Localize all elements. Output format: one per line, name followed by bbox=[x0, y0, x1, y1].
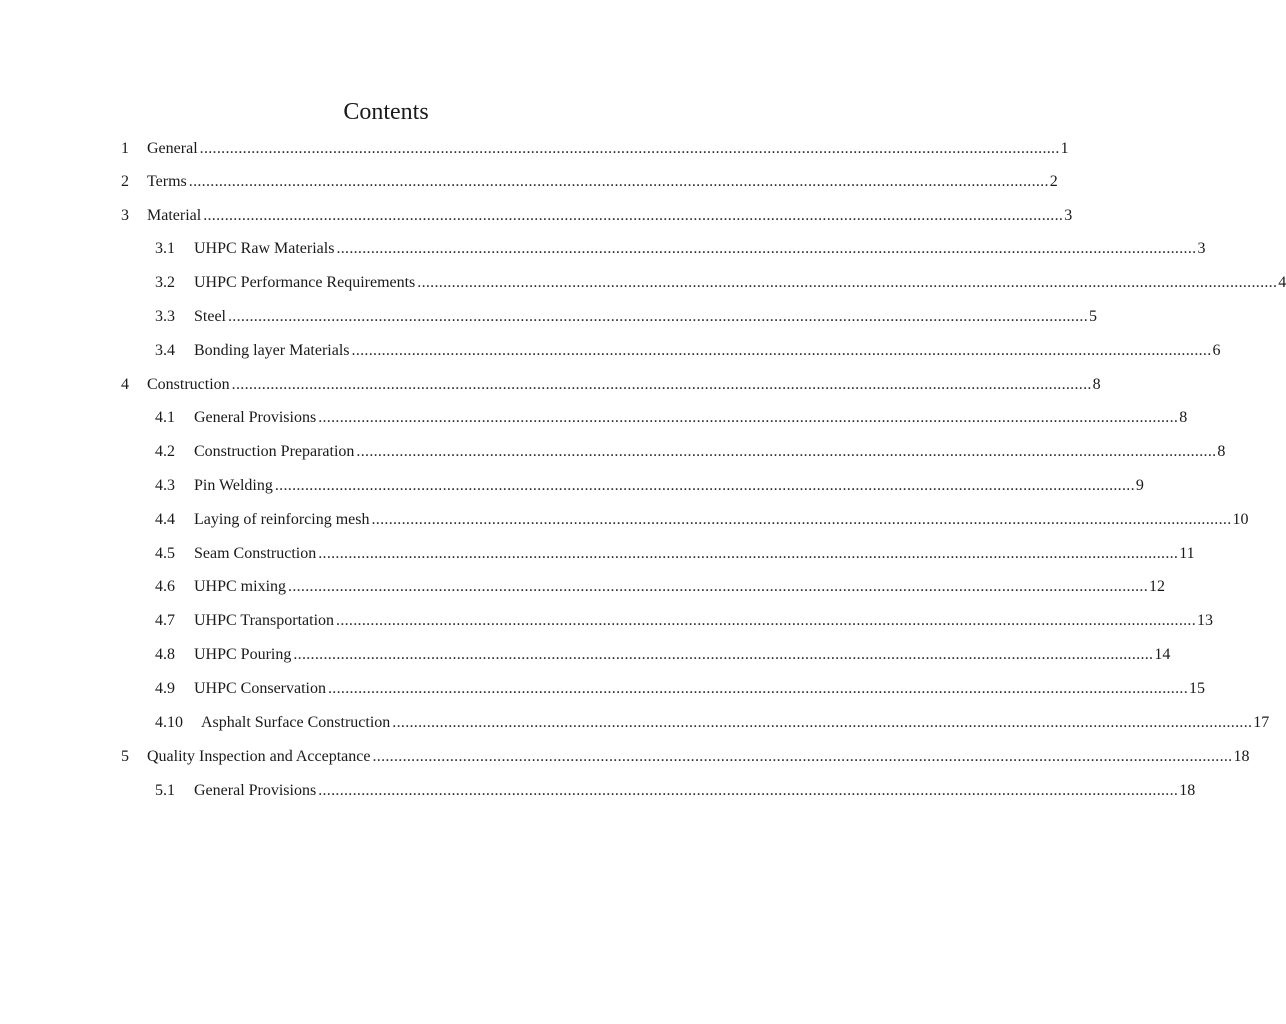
dot-leader: ........................................................................................................................................................................................................ bbox=[199, 140, 1060, 157]
toc-entry-number: 4 bbox=[121, 376, 129, 393]
toc-entry-page: 10 bbox=[1232, 511, 1249, 528]
toc-entry-page: 8 bbox=[1092, 376, 1101, 393]
dot-leader: ........................................................................................................................................................................................................ bbox=[336, 612, 1197, 629]
toc-entry-page: 3 bbox=[1064, 207, 1073, 224]
dot-leader: ........................................................................................................................................................................................................ bbox=[318, 409, 1179, 426]
toc-entry[interactable] bbox=[0, 509, 1249, 531]
toc-entry-number: 4.2 bbox=[155, 443, 175, 460]
toc-entry-number: 3.1 bbox=[155, 240, 175, 257]
toc-entry-number: 4.9 bbox=[155, 680, 175, 697]
dot-leader: ........................................................................................................................................................................................................ bbox=[392, 714, 1253, 731]
toc-entry-title[interactable]: General bbox=[147, 140, 198, 157]
toc-entry-title[interactable]: Laying of reinforcing mesh bbox=[194, 511, 370, 528]
toc-entry[interactable] bbox=[0, 238, 1206, 260]
toc-entry-title[interactable]: Construction bbox=[147, 376, 230, 393]
toc-entry-number: 3.4 bbox=[155, 342, 175, 359]
toc-entry-title[interactable]: UHPC Raw Materials bbox=[194, 240, 335, 257]
toc-entry-page: 5 bbox=[1089, 308, 1097, 325]
toc-entry[interactable] bbox=[0, 407, 1188, 429]
dot-leader: ........................................................................................................................................................................................................ bbox=[288, 578, 1149, 595]
toc-entry-page: 18 bbox=[1179, 782, 1196, 799]
toc-entry-title[interactable]: UHPC mixing bbox=[194, 578, 287, 595]
toc-entry[interactable] bbox=[0, 746, 1250, 768]
toc-entry-page: 4 bbox=[1278, 274, 1286, 291]
toc-entry-title[interactable]: Material bbox=[147, 207, 202, 224]
toc-entry-number: 4.7 bbox=[155, 612, 175, 629]
dot-leader: ........................................................................................................................................................................................................ bbox=[318, 545, 1179, 562]
page-title: Contents bbox=[343, 99, 429, 125]
toc-entry-number: 3 bbox=[121, 207, 129, 224]
toc-entry[interactable] bbox=[0, 543, 1195, 565]
toc-entry[interactable] bbox=[0, 441, 1226, 463]
toc-entry-number: 3.3 bbox=[155, 308, 175, 325]
toc-entry[interactable] bbox=[0, 138, 1069, 160]
toc-entry-title[interactable]: UHPC Performance Requirements bbox=[194, 274, 416, 291]
toc-entry-number: 3.2 bbox=[155, 274, 175, 291]
dot-leader: ........................................................................................................................................................................................................ bbox=[228, 308, 1088, 325]
toc-entry-page: 6 bbox=[1212, 342, 1221, 359]
dot-leader: ........................................................................................................................................................................................................ bbox=[336, 240, 1197, 257]
toc-entry-title[interactable]: Steel bbox=[194, 308, 226, 325]
toc-entry-title[interactable]: Construction Preparation bbox=[194, 443, 355, 460]
toc-entry-title[interactable]: General Provisions bbox=[194, 782, 317, 799]
toc-entry-page: 3 bbox=[1197, 240, 1206, 257]
toc-entry-page: 9 bbox=[1135, 477, 1144, 494]
dot-leader: ........................................................................................................................................................................................................ bbox=[372, 748, 1233, 765]
toc-entry-title[interactable]: Terms bbox=[147, 173, 187, 190]
toc-entry[interactable] bbox=[0, 272, 1286, 294]
dot-leader: ........................................................................................................................................................................................................ bbox=[417, 274, 1278, 291]
toc-entry-page: 8 bbox=[1179, 409, 1188, 426]
toc-entry-number: 1 bbox=[121, 140, 129, 157]
toc-entry-page: 1 bbox=[1060, 140, 1069, 157]
toc-entry[interactable] bbox=[0, 475, 1144, 497]
toc-entry[interactable] bbox=[0, 374, 1101, 396]
dot-leader: ........................................................................................................................................................................................................ bbox=[274, 477, 1135, 494]
toc-entry-page: 12 bbox=[1149, 578, 1166, 595]
toc-entry-title[interactable]: UHPC Pouring bbox=[194, 646, 292, 663]
dot-leader: ........................................................................................................................................................................................................ bbox=[318, 782, 1179, 799]
toc-entry[interactable] bbox=[0, 712, 1270, 734]
dot-leader: ........................................................................................................................................................................................................ bbox=[351, 342, 1212, 359]
dot-leader: ........................................................................................................................................................................................................ bbox=[293, 646, 1154, 663]
dot-leader: ........................................................................................................................................................................................................ bbox=[356, 443, 1217, 460]
toc-entry[interactable] bbox=[0, 678, 1205, 700]
toc-entry[interactable] bbox=[0, 205, 1073, 227]
toc-entry-title[interactable]: Asphalt Surface Construction bbox=[201, 714, 391, 731]
toc-entry-number: 4.5 bbox=[155, 545, 175, 562]
toc-entry-page: 15 bbox=[1189, 680, 1205, 697]
toc-entry[interactable] bbox=[0, 306, 1097, 328]
toc-entry-number: 4.8 bbox=[155, 646, 175, 663]
toc-entry-page: 14 bbox=[1154, 646, 1171, 663]
dot-leader: ........................................................................................................................................................................................................ bbox=[328, 680, 1188, 697]
toc-entry-page: 8 bbox=[1217, 443, 1226, 460]
toc-entry-title[interactable]: General Provisions bbox=[194, 409, 317, 426]
toc-entry-number: 5 bbox=[121, 748, 129, 765]
toc-entry-title[interactable]: Bonding layer Materials bbox=[194, 342, 350, 359]
dot-leader: ........................................................................................................................................................................................................ bbox=[371, 511, 1232, 528]
toc-entry-number: 5.1 bbox=[155, 782, 175, 799]
toc-entry-title[interactable]: UHPC Conservation bbox=[194, 680, 326, 697]
toc-entry-page: 11 bbox=[1179, 545, 1195, 562]
toc-entry[interactable] bbox=[0, 644, 1171, 666]
toc-entry-title[interactable]: Pin Welding bbox=[194, 477, 273, 494]
toc-entry-page: 13 bbox=[1197, 612, 1214, 629]
toc-entry-title[interactable]: Seam Construction bbox=[194, 545, 317, 562]
toc-entry-number: 4.6 bbox=[155, 578, 175, 595]
toc-entry[interactable] bbox=[0, 576, 1166, 598]
dot-leader: ........................................................................................................................................................................................................ bbox=[203, 207, 1064, 224]
toc-entry-page: 17 bbox=[1253, 714, 1270, 731]
toc-entry[interactable] bbox=[0, 171, 1058, 193]
toc-entry-title[interactable]: UHPC Transportation bbox=[194, 612, 335, 629]
toc-entry-number: 4.10 bbox=[155, 714, 183, 731]
toc-entry[interactable] bbox=[0, 610, 1214, 632]
toc-entry-page: 2 bbox=[1049, 173, 1058, 190]
toc-entry[interactable] bbox=[0, 340, 1221, 362]
toc-entry-number: 2 bbox=[121, 173, 129, 190]
dot-leader: ........................................................................................................................................................................................................ bbox=[231, 376, 1092, 393]
toc-entry-title[interactable]: Quality Inspection and Acceptance bbox=[147, 748, 371, 765]
toc-entry-number: 4.3 bbox=[155, 477, 175, 494]
toc-entry-number: 4.4 bbox=[155, 511, 175, 528]
toc-entry-page: 18 bbox=[1233, 748, 1250, 765]
toc-entry-number: 4.1 bbox=[155, 409, 175, 426]
dot-leader: ........................................................................................................................................................................................................ bbox=[188, 173, 1049, 190]
toc-entry[interactable] bbox=[0, 780, 1196, 802]
